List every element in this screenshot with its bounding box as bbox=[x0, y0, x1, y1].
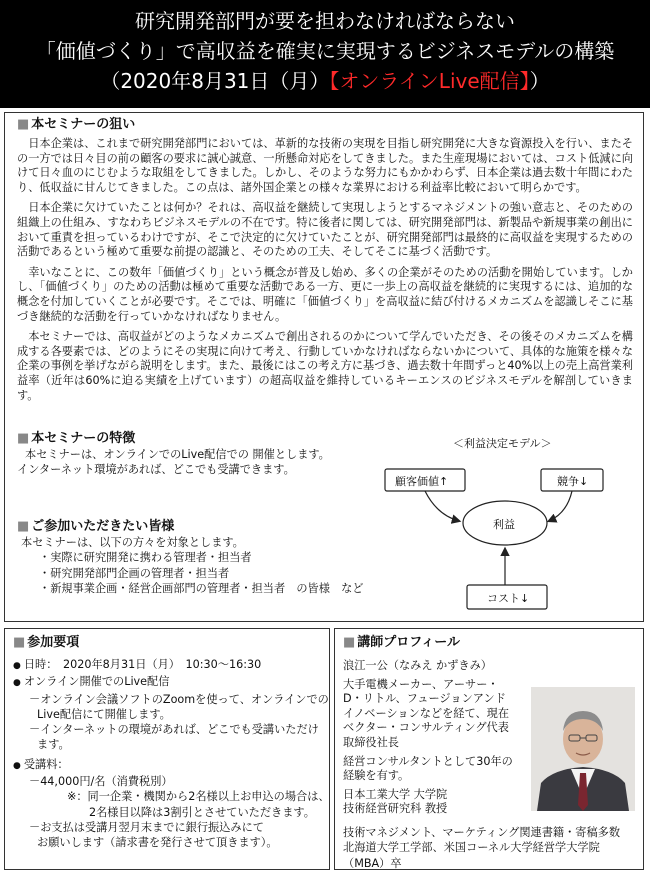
header-banner bbox=[0, 0, 650, 108]
seminar-overview-box bbox=[4, 112, 644, 622]
customer-value-label: 顧客価値↑ bbox=[395, 475, 449, 488]
fee-amount: －44,000円/名（消費税別） bbox=[29, 775, 173, 789]
feature-section bbox=[17, 431, 397, 477]
aim-paragraph-2: 日本企業に欠けていたことは何か？それは、高収益を継続して実現しようとするマネジメントの強い意志と、そのための組織上の仕組み、すなわちビジネスモデルの不在です。特に後者に関しては、研究開発部門は、新製品や新規事業の創出において重責を担っているわけですが、そこで決定的に欠けていたことが、研究開発部門は最終的に高収益を実現するための活動であるという極めて重要な前提の認識と、そのための工夫、そしてそこに基づく活動です。 bbox=[17, 201, 633, 259]
instructor-box bbox=[334, 628, 644, 870]
profit-label: 利益 bbox=[493, 518, 515, 531]
university-line: 日本工業大学 大学院 bbox=[343, 787, 448, 801]
date-row: ● 日時： 2020年8月31日（月） 10:30～16:30 bbox=[13, 657, 323, 674]
career-line: 取締役社長 bbox=[343, 735, 399, 749]
online-detail: ます。 bbox=[37, 738, 70, 752]
career-line: D・リトル、フュージョンアンド bbox=[343, 692, 506, 706]
seminar-date: （2020年8月31日（月） bbox=[100, 69, 330, 93]
audience-section bbox=[17, 519, 397, 597]
profit-model-diagram bbox=[377, 435, 637, 617]
education-line: （MBA）卒 bbox=[343, 856, 402, 870]
payment-note: －お支払は受講月翌月末までに銀行振込みにて bbox=[29, 820, 264, 834]
audience-item: ・研究開発部門企画の管理者・担当者 bbox=[39, 566, 230, 580]
diagram-title: ＜利益決定モデル＞ bbox=[453, 437, 552, 450]
discount-note: ※：同一企業・機関から2名様以上お申込の場合は、 bbox=[67, 790, 330, 804]
experience-line: 経験を有す。 bbox=[343, 769, 410, 783]
instructor-profile-bottom bbox=[343, 825, 639, 871]
instructor-heading: ■ 講師プロフィール bbox=[343, 635, 460, 650]
competition-label: 競争↓ bbox=[557, 475, 589, 488]
works-line: 技術マネジメント、マーケティング関連書籍・寄稿多数 bbox=[343, 826, 621, 839]
audience-item: ・新規事業企画・経営企画部門の管理者・担当者 の皆様 など bbox=[39, 582, 364, 595]
feature-heading: ■ 本セミナーの特徴 bbox=[17, 431, 136, 446]
education-line: 北海道大学工学部、米国コーネル大学経営学大学院 bbox=[343, 841, 600, 855]
online-row: ● オンライン開催でのLive配信 bbox=[13, 674, 323, 691]
career-line: 大手電機メーカー、アーサー・ bbox=[343, 677, 499, 691]
instructor-photo bbox=[531, 687, 635, 811]
square-icon: ■ bbox=[17, 519, 30, 534]
audience-intro: 本セミナーは、以下の方々を対象とします。 bbox=[21, 536, 244, 549]
cost-label: コスト↓ bbox=[487, 592, 530, 605]
audience-heading: ■ ご参加いただきたい皆様 bbox=[17, 519, 175, 534]
aim-heading: ■ 本セミナーの狙い bbox=[17, 117, 136, 132]
aim-section bbox=[17, 117, 633, 409]
participation-heading: ■ 参加要項 bbox=[13, 635, 80, 650]
arrow-competition-profit bbox=[549, 491, 572, 521]
payment-note: お願いします（請求書を発行させて頂きます）。 bbox=[37, 836, 278, 850]
career-line: ベクター・コンサルティング代表 bbox=[343, 721, 509, 735]
instructor-name: 浪江一公（なみえ かずきみ） bbox=[343, 659, 492, 672]
square-icon: ■ bbox=[343, 635, 356, 650]
arrow-customer-profit bbox=[425, 491, 459, 521]
feature-line-1: 本セミナーは、オンラインでのLive配信での 開催とします。 bbox=[25, 448, 330, 461]
online-detail: －インターネットの環境があれば、どこでも受講いただけ bbox=[29, 723, 319, 737]
discount-note: 2名様目以降は3割引とさせていただきます。 bbox=[89, 805, 315, 819]
square-icon: ■ bbox=[13, 635, 26, 650]
career-line: イノベーションなどを経て、現在 bbox=[343, 706, 510, 720]
title-line1: 研究開発部門が要を担わなければならない bbox=[135, 9, 515, 33]
feature-line-2: インターネット環境があれば、どこでも受講できます。 bbox=[17, 463, 295, 476]
title-line2: 「価値づくり」で高収益を確実に実現するビジネスモデルの構築 bbox=[35, 39, 615, 63]
square-icon: ■ bbox=[17, 431, 30, 446]
online-detail: －オンライン会議ソフトのZoomを使って、オンラインでの bbox=[29, 692, 329, 706]
online-detail: Live配信にて開催します。 bbox=[37, 707, 171, 721]
fee-row: ● 受講料： bbox=[13, 757, 323, 774]
portrait-illustration bbox=[531, 687, 635, 811]
title-close: ） bbox=[529, 69, 550, 93]
aim-paragraph-1: 日本企業は、これまで研究開発部門においては、革新的な技術の実現を目指し研究開発に大きな資源投入を行い、またその一方では日々目の前の顧客の要求に誠心誠意、一所懸命対応をしてきました。また生産現場においては、コスト低減に向けて日々血のにじむような取組をしてきました。しかし、そのような努力にもかかわらず、日本企業は過去数十年間にわたり、低収益に甘んじてきました。この点は、諸外国企業との様々な業界における利益率比較において明らかです。 bbox=[17, 137, 633, 194]
participation-box bbox=[4, 628, 330, 870]
live-label: 【オンラインLive配信】 bbox=[329, 69, 530, 93]
experience-line: 経営コンサルタントとして30年の bbox=[343, 754, 513, 768]
university-line: 技術経営研究科 教授 bbox=[343, 802, 448, 816]
aim-paragraph-3: 幸いなことに、この数年「価値づくり」という概念が普及し始め、多くの企業がそのための活動を開始しています。しかし、「価値づくり」のための活動は極めて重要な活動である一方、更に一歩上の高収益を継続的に実現するには、追加的な概念を付加していくことが必要です。そこでは、明確に「価値づくり」を高収益に結び付けるメカニズムを認識しそこに基づき継続的な活動を行っていかなければなりません。 bbox=[17, 265, 633, 323]
title-date-line bbox=[0, 66, 650, 96]
instructor-profile bbox=[343, 659, 543, 817]
audience-item: ・実際に研究開発に携わる管理者・担当者 bbox=[39, 551, 252, 564]
aim-paragraph-4: 本セミナーでは、高収益がどのようなメカニズムで創出されるのかについて学んでいただき、その後そのメカニズムを構成する各要素では、どのようにその実現に向けて考え、行動していかなければならないかについて、具体的な施策を様々な企業の事例を挙げながら説明をします。また、最後にはこの考え方に基づき、過去数十年間ずっと40%以上の売上高営業利益率（近年は60%に迫る実績を上げています）の超高収益を維持しているキーエンスのビジネスモデルを解剖していきます。 bbox=[17, 330, 633, 402]
square-icon: ■ bbox=[17, 117, 30, 132]
